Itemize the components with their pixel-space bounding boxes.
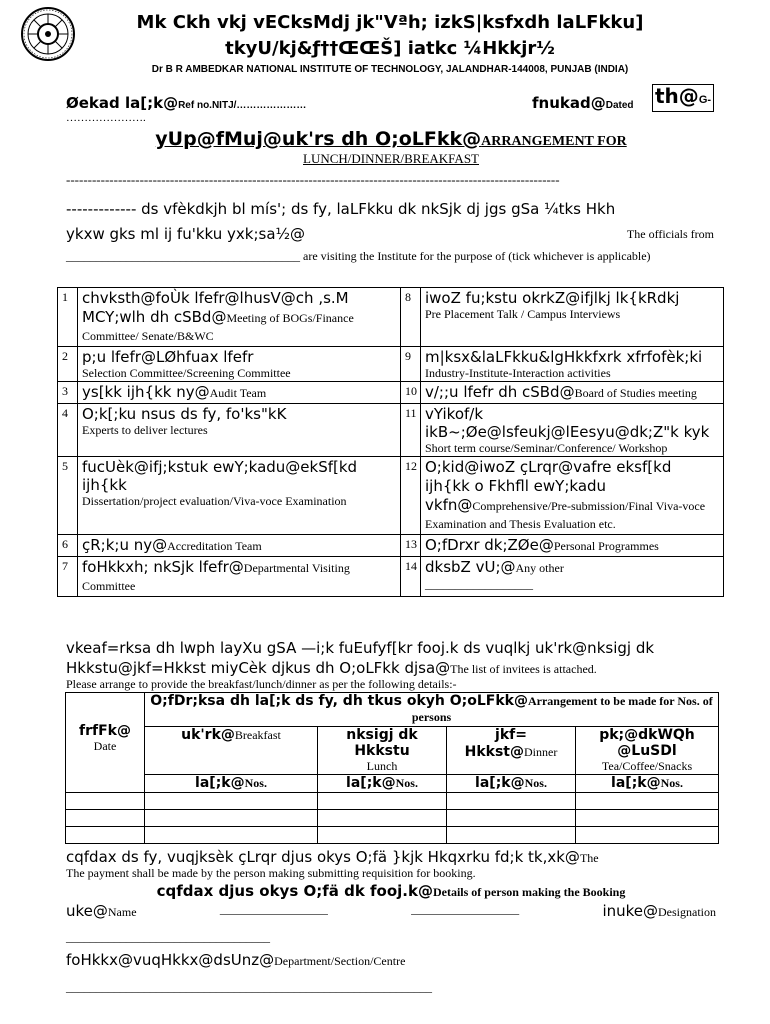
nos-english: Nos. xyxy=(244,776,267,790)
purpose-option[interactable] xyxy=(421,404,724,457)
purpose-hindi: vYikof/k ikB~;Øe@lsfeukj@lEesyu@dk;Z"k kyk xyxy=(425,405,710,441)
dated-label-english: Dated xyxy=(605,100,634,111)
booking-cell[interactable] xyxy=(576,810,719,827)
intro-line2-row xyxy=(66,222,714,247)
purpose-row xyxy=(58,535,724,557)
tea-hindi: pk;@dkWQh @LuSDl xyxy=(599,727,695,759)
purpose-option[interactable] xyxy=(78,347,401,382)
dinner-header xyxy=(447,727,576,775)
purpose-option[interactable] xyxy=(78,382,401,404)
intro-line3: _______________________________________ are visiting the Institute for the purpose of (tick whichever is applicable) xyxy=(66,249,651,263)
nos-hindi: la[;k@ xyxy=(611,775,661,791)
lunch-hindi: nksigj dk Hkkstu xyxy=(346,727,418,759)
details-hindi: cqfdax djus okys O;fä dk fooj.k@ xyxy=(156,882,433,900)
booking-details-heading xyxy=(66,882,716,901)
purpose-hindi: O;fDrxr dk;ZØe@ xyxy=(425,536,554,554)
payment-english-start: The xyxy=(579,851,599,865)
booking-cell[interactable] xyxy=(66,810,145,827)
purpose-hindi: v/;;u lfefr dh cSBd@ xyxy=(425,383,575,401)
nos-english: Nos. xyxy=(524,776,547,790)
lunch-english: Lunch xyxy=(366,759,398,773)
date-column-header xyxy=(66,693,145,793)
purpose-option[interactable] xyxy=(421,557,724,597)
purpose-row xyxy=(58,382,724,404)
booking-cell[interactable] xyxy=(447,810,576,827)
intro-line2-hindi: ykxw gks ml ij fu'kku yxk;sa½@ xyxy=(66,225,306,243)
nos-label xyxy=(447,775,576,793)
institute-seal-logo xyxy=(20,6,76,62)
department-hindi: foHkkx@vuqHkkx@dsUnz@ xyxy=(66,951,275,969)
ji-box xyxy=(652,84,714,112)
purpose-number: 7 xyxy=(58,557,78,597)
date-english: Date xyxy=(93,739,117,753)
purpose-english: Experts to deliver lectures xyxy=(82,423,208,437)
nos-hindi: la[;k@ xyxy=(346,775,396,791)
purpose-number: 4 xyxy=(58,404,78,457)
purpose-number: 3 xyxy=(58,382,78,404)
ji-label-hindi: th@ xyxy=(655,84,699,108)
dash-divider: ------------------------------------------------------------------------------------------------------------------ xyxy=(66,172,560,187)
booking-meal-row xyxy=(66,727,719,775)
arrangement-english: Arrangement to be made for Nos. of persons xyxy=(411,694,713,724)
nos-hindi: la[;k@ xyxy=(475,775,525,791)
dated-field xyxy=(532,94,634,113)
other-purpose-blank[interactable]: __________________ xyxy=(425,577,533,591)
purpose-number: 8 xyxy=(401,288,421,347)
arrangement-hindi: O;fDr;ksa dh la[;k ds fy, dh tkus okyh O;oLFkk@ xyxy=(150,693,528,709)
intro-line1: ------------- ds vfèkdkjh bl mís'; ds fy, laLFkku dk nkSjk dj jgs gSa ¼tks Hkh xyxy=(66,200,616,218)
purpose-row xyxy=(58,347,724,382)
purpose-number: 10 xyxy=(401,382,421,404)
reference-number xyxy=(66,94,306,113)
purpose-row xyxy=(58,404,724,457)
booking-cell[interactable] xyxy=(145,810,318,827)
booking-cell[interactable] xyxy=(318,793,447,810)
purpose-row xyxy=(58,557,724,597)
invitees-hindi: vkeaf=rksa dh lwph layXu gSA —i;k fuEufyf[kr fooj.k ds vuqlkj uk'rk@nksigj dk Hkkstu@jkf=Hkkst miyCèk djkus dh O;oLFkk djsa@ xyxy=(66,639,655,677)
date-hindi: frfFk@ xyxy=(79,723,131,739)
purpose-hindi: iwoZ fu;kstu okrkZ@ifjlkj lk{kRdkj xyxy=(425,289,680,307)
department-blank[interactable]: _____________________________________________________________ xyxy=(66,980,432,994)
ref-dots: …………………. xyxy=(66,112,146,124)
arrangement-header xyxy=(145,693,719,727)
purpose-hindi: O;kid@iwoZ çLrqr@vafre eksf[kd ijh{kk o Fkhfll ewY;kadu vkfn@ xyxy=(425,458,672,514)
invitees-english: The list of invitees is attached. xyxy=(450,662,597,676)
purpose-hindi: foHkkxh; nkSjk lfefr@ xyxy=(82,558,244,576)
form-heading xyxy=(66,128,716,151)
form-subheading: LUNCH/DINNER/BREAKFAST xyxy=(303,151,479,166)
heading-hindi: yUp@fMuj@uk'rs dh O;oLFkk@ xyxy=(155,128,482,150)
payment-hindi: cqfdax ds fy, vuqjksèk çLrqr djus okys O;fä }kjk Hkqxrku fd;k tk,xk@ xyxy=(66,848,580,866)
purpose-hindi: p;u lfefr@LØhfuax lfefr xyxy=(82,348,254,366)
ji-label-english: G- xyxy=(698,94,712,106)
purpose-english: Pre Placement Talk / Campus Interviews xyxy=(425,307,621,321)
purpose-hindi: çR;k;u ny@ xyxy=(82,536,168,554)
tea-header xyxy=(576,727,719,775)
purpose-number: 5 xyxy=(58,457,78,535)
nos-label xyxy=(318,775,447,793)
purpose-english: Meeting of BOGs/Finance Committee/ Senate/B&WC xyxy=(82,311,354,343)
booking-cell[interactable] xyxy=(145,827,318,844)
designation-english: Designation xyxy=(658,905,716,919)
nos-english: Nos. xyxy=(660,776,683,790)
breakfast-english: Breakfast xyxy=(234,728,281,742)
purpose-number: 14 xyxy=(401,557,421,597)
nos-label xyxy=(145,775,318,793)
ref-label-hindi: Øekad la[;k@ xyxy=(66,94,179,112)
payment-english: The payment shall be made by the person making submitting requisition for booking. xyxy=(66,866,476,880)
name-blank[interactable]: __________________ xyxy=(219,902,328,916)
department-english: Department/Section/Centre xyxy=(274,954,406,968)
purpose-number: 2 xyxy=(58,347,78,382)
purpose-hindi: ys[kk ijh{kk ny@ xyxy=(82,383,210,401)
purpose-number: 13 xyxy=(401,535,421,557)
purpose-option[interactable] xyxy=(421,288,724,347)
purpose-number: 1 xyxy=(58,288,78,347)
name-blank-2[interactable]: __________________ xyxy=(411,902,520,916)
booking-cell[interactable] xyxy=(66,793,145,810)
purpose-english: Departmental Visiting Committee xyxy=(82,561,350,593)
name-hindi: uke@ xyxy=(66,902,108,920)
purpose-option[interactable] xyxy=(78,557,401,597)
payment-note xyxy=(66,848,716,867)
details-english: Details of person making the Booking xyxy=(432,885,626,899)
booking-cell[interactable] xyxy=(145,793,318,810)
name-english: Name xyxy=(107,905,137,919)
purpose-row xyxy=(58,457,724,535)
designation-hindi: inuke@ xyxy=(602,902,658,920)
purpose-english: Industry-Institute-Interaction activities xyxy=(425,366,611,380)
purpose-option[interactable] xyxy=(421,382,724,404)
intro-paragraph xyxy=(66,197,714,247)
nos-label xyxy=(576,775,719,793)
institute-name-hindi-line2: tkyU/kj&ƒ††ŒŒŠ] iatkc ¼Hkkjr½ xyxy=(225,38,555,59)
name-designation-row xyxy=(66,902,716,921)
purpose-hindi: dksbZ vU;@ xyxy=(425,558,516,576)
purpose-option[interactable] xyxy=(421,347,724,382)
ref-label-english: Ref no.NITJ/………………… xyxy=(178,100,307,111)
purpose-english: Selection Committee/Screening Committee xyxy=(82,366,291,380)
purpose-option[interactable] xyxy=(78,288,401,347)
purpose-option[interactable] xyxy=(78,457,401,535)
purpose-row xyxy=(58,288,724,347)
purpose-english: Personal Programmes xyxy=(553,539,659,553)
purpose-english: Accreditation Team xyxy=(167,539,262,553)
booking-cell[interactable] xyxy=(447,793,576,810)
purpose-hindi: chvksth@foÙk lfefr@lhusV@ch ,s.M MCY;wlh dh cSBd@ xyxy=(82,289,349,326)
purpose-hindi: m|ksx&laLFkku&lgHkkfxrk xfrfofèk;ki xyxy=(425,348,703,366)
purpose-number: 9 xyxy=(401,347,421,382)
purpose-english: Short term course/Seminar/Conference/ Workshop xyxy=(425,441,668,455)
heading-english: ARRANGEMENT FOR xyxy=(481,134,627,149)
booking-header-row xyxy=(66,693,719,727)
booking-cell[interactable] xyxy=(447,827,576,844)
tea-english: Tea/Coffee/Snacks xyxy=(601,759,693,773)
name-label xyxy=(66,902,137,921)
purpose-hindi: O;k[;ku nsus ds fy, fo'ks"kK xyxy=(82,405,287,423)
purpose-option[interactable] xyxy=(78,404,401,457)
purpose-english: Comprehensive/Pre-submission/Final Viva-voce Examination and Thesis Evaluation etc. xyxy=(425,499,706,531)
booking-cell[interactable] xyxy=(576,827,719,844)
purpose-option[interactable] xyxy=(78,535,401,557)
booking-entry-row xyxy=(66,810,719,827)
purpose-hindi: fucUèk@ifj;kstuk ewY;kadu@ekSf[kd ijh{kk xyxy=(82,458,358,494)
purpose-number: 6 xyxy=(58,535,78,557)
booking-entry-row xyxy=(66,827,719,844)
lunch-header xyxy=(318,727,447,775)
booking-nos-row xyxy=(66,775,719,793)
designation-blank[interactable]: __________________________________ xyxy=(66,930,270,944)
institute-name-hindi-line1: Mk Ckh vkj vECksMdj jk"Vªh; izkS|ksfxdh laLFkku] xyxy=(136,12,644,33)
nos-english: Nos. xyxy=(395,776,418,790)
purpose-option[interactable] xyxy=(421,535,724,557)
purpose-english: Any other xyxy=(515,561,564,575)
purpose-english: Board of Studies meeting xyxy=(574,386,697,400)
intro-line2-english: The officials from xyxy=(626,227,714,241)
breakfast-hindi: uk'rk@ xyxy=(181,727,235,743)
institute-name-english: Dr B R AMBEDKAR NATIONAL INSTITUTE OF TECHNOLOGY, JALANDHAR-144008, PUNJAB (INDIA) xyxy=(151,64,629,75)
dinner-english: Dinner xyxy=(524,745,558,759)
purpose-english: Dissertation/project evaluation/Viva-voce Examination xyxy=(82,494,347,508)
purpose-table xyxy=(57,287,724,597)
booking-cell[interactable] xyxy=(318,827,447,844)
booking-cell[interactable] xyxy=(576,793,719,810)
arrange-note: Please arrange to provide the breakfast/lunch/dinner as per the following details:- xyxy=(66,677,457,691)
booking-cell[interactable] xyxy=(66,827,145,844)
purpose-number: 11 xyxy=(401,404,421,457)
designation-label xyxy=(602,902,716,921)
booking-table xyxy=(65,692,719,844)
booking-entry-row xyxy=(66,793,719,810)
purpose-english: Audit Team xyxy=(209,386,267,400)
dated-label-hindi: fnukad@ xyxy=(532,94,606,112)
purpose-option[interactable] xyxy=(421,457,724,535)
booking-cell[interactable] xyxy=(318,810,447,827)
breakfast-header xyxy=(145,727,318,775)
nos-hindi: la[;k@ xyxy=(195,775,245,791)
purpose-number: 12 xyxy=(401,457,421,535)
dinner-hindi: jkf= Hkkst@ xyxy=(464,727,527,760)
invitees-note xyxy=(66,639,716,679)
department-label xyxy=(66,951,405,970)
